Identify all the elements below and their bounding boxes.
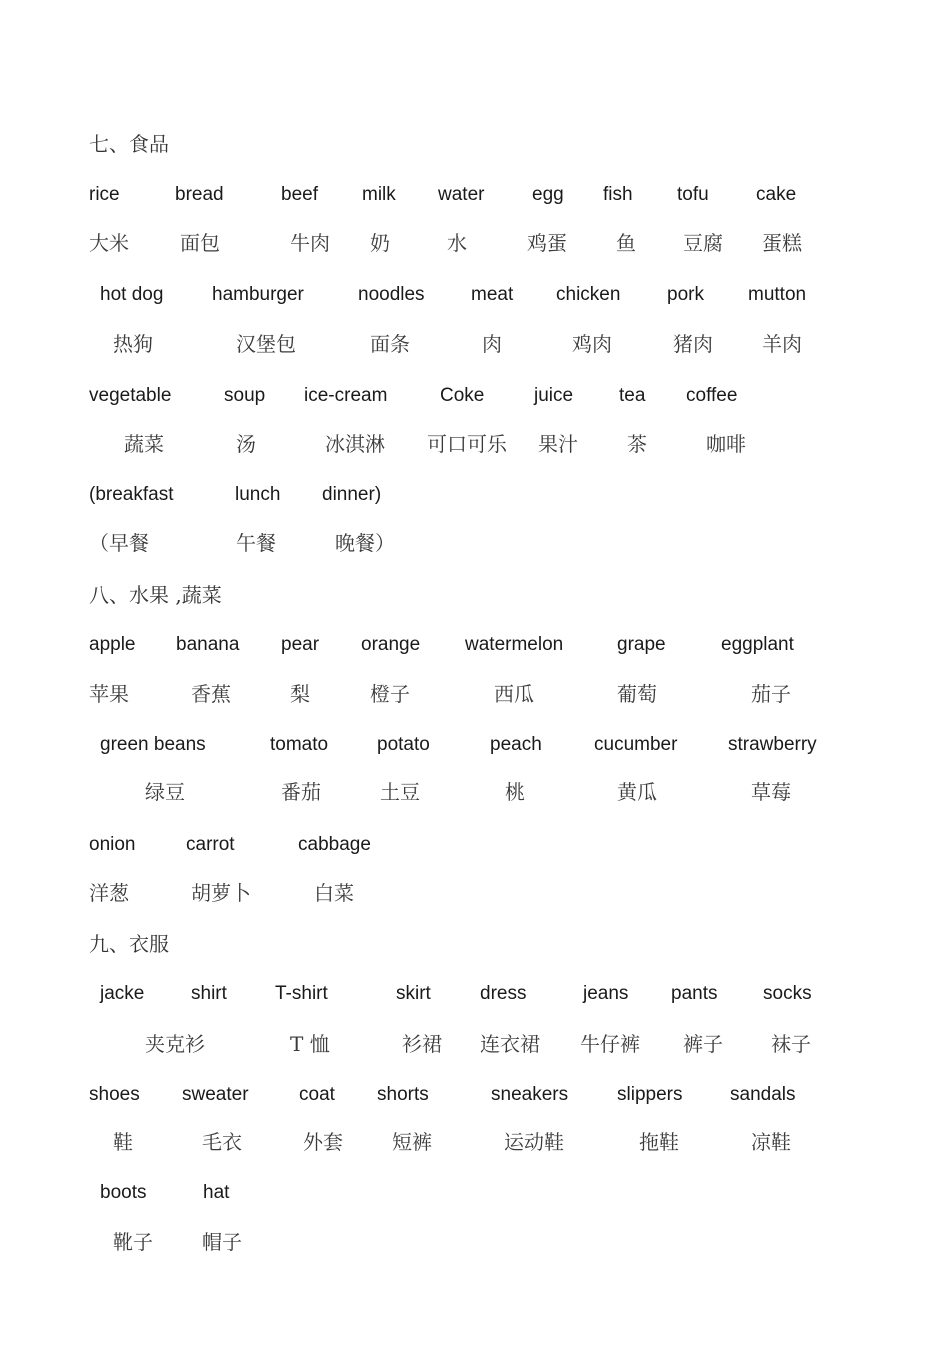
chinese-word: 冰淇淋 bbox=[325, 432, 385, 456]
chinese-word: 西瓜 bbox=[494, 682, 534, 706]
english-word: egg bbox=[532, 184, 564, 205]
chinese-word: 草莓 bbox=[751, 780, 791, 804]
english-word: carrot bbox=[186, 834, 235, 855]
chinese-word: 果汁 bbox=[538, 432, 578, 456]
chinese-word: 肉 bbox=[482, 332, 502, 356]
chinese-word: 绿豆 bbox=[145, 780, 185, 804]
chinese-word: 葡萄 bbox=[617, 682, 657, 706]
chinese-word: 面包 bbox=[180, 231, 220, 255]
chinese-word: T 恤 bbox=[290, 1032, 330, 1056]
chinese-word: 胡萝卜 bbox=[191, 881, 251, 905]
english-word: tea bbox=[619, 385, 646, 406]
chinese-word: 鸡肉 bbox=[572, 332, 612, 356]
english-word: dinner) bbox=[322, 484, 382, 505]
english-word: eggplant bbox=[721, 634, 794, 655]
english-word: pear bbox=[281, 634, 320, 655]
english-word: tomato bbox=[270, 734, 329, 755]
chinese-word: 牛仔裤 bbox=[580, 1032, 640, 1056]
chinese-word: 水 bbox=[447, 231, 467, 255]
english-word: noodles bbox=[358, 284, 425, 305]
chinese-word: 黄瓜 bbox=[617, 780, 657, 804]
chinese-word: 帽子 bbox=[202, 1230, 242, 1254]
english-word: dress bbox=[480, 983, 527, 1004]
chinese-word: 凉鞋 bbox=[751, 1130, 791, 1154]
chinese-word: 鱼 bbox=[616, 231, 636, 255]
section-title-fruit-vegetables: 八、水果 ,蔬菜 bbox=[89, 583, 222, 607]
chinese-word: 苹果 bbox=[89, 682, 129, 706]
section-title-clothes: 九、衣服 bbox=[89, 932, 169, 956]
chinese-word: 可口可乐 bbox=[427, 432, 507, 456]
chinese-word: 午餐 bbox=[236, 531, 276, 555]
chinese-word: 汉堡包 bbox=[236, 332, 296, 356]
english-word: Coke bbox=[440, 385, 485, 406]
english-word: cabbage bbox=[298, 834, 371, 855]
english-word: sweater bbox=[182, 1084, 249, 1105]
chinese-word: 白菜 bbox=[314, 881, 354, 905]
english-word: milk bbox=[362, 184, 396, 205]
english-word: pants bbox=[671, 983, 718, 1004]
chinese-word: （早餐 bbox=[89, 531, 149, 555]
chinese-word: 蛋糕 bbox=[762, 231, 802, 255]
english-word: socks bbox=[763, 983, 812, 1004]
english-word: coat bbox=[299, 1084, 335, 1105]
english-word: hamburger bbox=[212, 284, 304, 305]
english-word: T-shirt bbox=[275, 983, 328, 1004]
english-word: grape bbox=[617, 634, 666, 655]
english-word: jacke bbox=[100, 983, 145, 1004]
english-word: juice bbox=[534, 385, 574, 406]
english-word: (breakfast bbox=[89, 484, 174, 505]
chinese-word: 咖啡 bbox=[706, 432, 746, 456]
chinese-word: 茄子 bbox=[751, 682, 791, 706]
english-word: fish bbox=[603, 184, 633, 205]
english-word: soup bbox=[224, 385, 266, 406]
chinese-word: 番茄 bbox=[281, 780, 321, 804]
chinese-word: 土豆 bbox=[380, 780, 420, 804]
english-word: banana bbox=[176, 634, 240, 655]
english-word: skirt bbox=[396, 983, 431, 1004]
chinese-word: 毛衣 bbox=[202, 1130, 242, 1154]
chinese-word: 面条 bbox=[370, 332, 410, 356]
english-word: strawberry bbox=[728, 734, 817, 755]
english-word: cake bbox=[756, 184, 797, 205]
chinese-word: 袜子 bbox=[771, 1032, 811, 1056]
chinese-word: 靴子 bbox=[113, 1230, 153, 1254]
chinese-word: 羊肉 bbox=[762, 332, 802, 356]
english-word: coffee bbox=[686, 385, 738, 406]
chinese-word: 鸡蛋 bbox=[527, 231, 567, 255]
english-word: bread bbox=[175, 184, 224, 205]
chinese-word: 晚餐） bbox=[335, 531, 395, 555]
chinese-word: 热狗 bbox=[113, 332, 153, 356]
english-word: watermelon bbox=[465, 634, 564, 655]
chinese-word: 牛肉 bbox=[290, 231, 330, 255]
english-word: potato bbox=[377, 734, 430, 755]
chinese-word: 裤子 bbox=[683, 1032, 723, 1056]
english-word: orange bbox=[361, 634, 421, 655]
chinese-word: 外套 bbox=[303, 1130, 343, 1154]
chinese-word: 短裤 bbox=[392, 1130, 432, 1154]
english-word: hat bbox=[203, 1182, 230, 1203]
chinese-word: 衫裙 bbox=[402, 1032, 442, 1056]
chinese-word: 豆腐 bbox=[683, 231, 723, 255]
english-word: green beans bbox=[100, 734, 206, 755]
english-word: cucumber bbox=[594, 734, 678, 755]
english-word: hot dog bbox=[100, 284, 164, 305]
chinese-word: 汤 bbox=[236, 432, 256, 456]
chinese-word: 运动鞋 bbox=[504, 1130, 564, 1154]
english-word: apple bbox=[89, 634, 136, 655]
english-word: shirt bbox=[191, 983, 227, 1004]
chinese-word: 夹克衫 bbox=[145, 1032, 205, 1056]
chinese-word: 茶 bbox=[627, 432, 647, 456]
english-word: pork bbox=[667, 284, 704, 305]
english-word: meat bbox=[471, 284, 514, 305]
english-word: shoes bbox=[89, 1084, 140, 1105]
english-word: tofu bbox=[677, 184, 709, 205]
english-word: ice-cream bbox=[304, 385, 388, 406]
english-word: chicken bbox=[556, 284, 621, 305]
english-word: slippers bbox=[617, 1084, 683, 1105]
english-word: peach bbox=[490, 734, 542, 755]
chinese-word: 猪肉 bbox=[673, 332, 713, 356]
chinese-word: 洋葱 bbox=[89, 881, 129, 905]
section-title-food: 七、食品 bbox=[89, 132, 169, 156]
english-word: mutton bbox=[748, 284, 807, 305]
chinese-word: 香蕉 bbox=[191, 682, 231, 706]
english-word: rice bbox=[89, 184, 120, 205]
english-word: jeans bbox=[583, 983, 629, 1004]
english-word: lunch bbox=[235, 484, 281, 505]
chinese-word: 连衣裙 bbox=[480, 1032, 540, 1056]
chinese-word: 橙子 bbox=[370, 682, 410, 706]
chinese-word: 大米 bbox=[89, 231, 129, 255]
chinese-word: 奶 bbox=[370, 231, 390, 255]
chinese-word: 桃 bbox=[505, 780, 525, 804]
chinese-word: 蔬菜 bbox=[124, 432, 164, 456]
english-word: sneakers bbox=[491, 1084, 569, 1105]
english-word: water bbox=[438, 184, 485, 205]
english-word: sandals bbox=[730, 1084, 796, 1105]
english-word: boots bbox=[100, 1182, 147, 1203]
chinese-word: 鞋 bbox=[113, 1130, 133, 1154]
chinese-word: 梨 bbox=[290, 682, 310, 706]
english-word: beef bbox=[281, 184, 318, 205]
english-word: vegetable bbox=[89, 385, 172, 406]
english-word: shorts bbox=[377, 1084, 429, 1105]
chinese-word: 拖鞋 bbox=[639, 1130, 679, 1154]
english-word: onion bbox=[89, 834, 136, 855]
